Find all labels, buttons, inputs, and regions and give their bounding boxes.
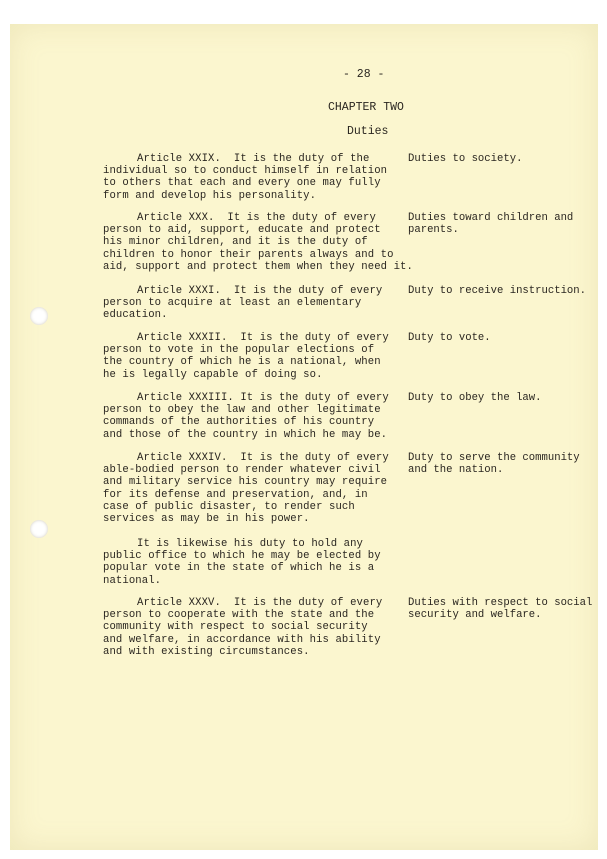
- margin-note: [408, 392, 588, 404]
- article-line: Article XXXI. It is the duty of every: [137, 285, 383, 297]
- article-line: community with respect to social security: [103, 621, 368, 634]
- article-block: [103, 538, 583, 587]
- article-line: public office to which he may be elected by: [103, 550, 381, 563]
- page-number: - 28 -: [343, 68, 385, 81]
- article-line: he is legally capable of doing so.: [103, 368, 323, 381]
- margin-note-line: Duties with respect to social: [408, 597, 593, 609]
- article-line: Article XXXII. It is the duty of every: [137, 332, 389, 344]
- article-line: and with existing circumstances.: [103, 645, 310, 658]
- article-block: [103, 332, 583, 381]
- article-line: commands of the authorities of his country: [103, 416, 375, 429]
- article-block: [103, 452, 583, 525]
- margin-note: [408, 452, 588, 476]
- punch-hole: [30, 520, 48, 538]
- section-heading: Duties: [347, 125, 389, 138]
- margin-note-line: Duties to society.: [408, 153, 523, 165]
- article-line: person to obey the law and other legitimate: [103, 404, 381, 417]
- article-line: form and develop his personality.: [103, 189, 317, 202]
- article-line: person to cooperate with the state and the: [103, 609, 375, 622]
- article-line: case of public disaster, to render such: [103, 500, 355, 513]
- article-line: person to vote in the popular elections of: [103, 344, 375, 357]
- article-line: person to acquire at least an elementary: [103, 297, 362, 310]
- margin-note-line: Duty to serve the community: [408, 452, 580, 464]
- chapter-heading: CHAPTER TWO: [328, 101, 404, 114]
- margin-note: [408, 153, 588, 165]
- article-block: [103, 597, 593, 658]
- article-line: education.: [103, 309, 168, 322]
- article-line: to others that each and every one may fully: [103, 177, 381, 190]
- article-text: [103, 538, 583, 587]
- margin-note: [408, 597, 593, 622]
- margin-note-line: Duty to vote.: [408, 332, 491, 344]
- margin-note: [408, 285, 588, 297]
- margin-note: [408, 332, 588, 344]
- margin-note-line: Duty to obey the law.: [408, 392, 542, 404]
- article-line: It is likewise his duty to hold any: [137, 538, 364, 550]
- article-line: popular vote in the state of which he is a: [103, 562, 375, 575]
- margin-note-line: Duty to receive instruction.: [408, 285, 587, 297]
- margin-note-line: Duties toward children and: [408, 212, 574, 224]
- margin-note-line: parents.: [408, 224, 459, 237]
- article-line: services as may be in his power.: [103, 513, 310, 526]
- article-block: [103, 285, 587, 322]
- article-line: individual so to conduct himself in relation: [103, 165, 388, 178]
- article-line: the country of which he is a national, when: [103, 356, 381, 369]
- article-line: children to honor their parents always and to: [103, 248, 394, 261]
- punch-hole: [30, 307, 48, 325]
- article-block: [103, 212, 583, 273]
- article-line: and welfare, in accordance with his ability: [103, 633, 381, 646]
- article-line: and those of the country in which he may be.: [103, 428, 388, 441]
- article-line: national.: [103, 574, 162, 587]
- article-line: Article XXXV. It is the duty of every: [137, 597, 383, 609]
- article-line: Article XXX. It is the duty of every: [137, 212, 376, 224]
- article-line: Article XXXIII. It is the duty of every: [137, 392, 389, 404]
- margin-note-line: security and welfare.: [408, 609, 542, 622]
- article-line: Article XXIX. It is the duty of the: [137, 153, 370, 165]
- article-line: Article XXXIV. It is the duty of every: [137, 452, 389, 464]
- article-line: person to aid, support, educate and protect: [103, 224, 381, 237]
- margin-note: [408, 212, 588, 236]
- article-line: for its defense and preservation, and, in: [103, 488, 368, 501]
- article-line: his minor children, and it is the duty of: [103, 236, 368, 249]
- article-block: [103, 153, 583, 202]
- article-line: able-bodied person to render whatever civil: [103, 464, 381, 477]
- article-block: [103, 392, 583, 441]
- margin-note-line: and the nation.: [408, 464, 504, 477]
- article-line: and military service his country may require: [103, 476, 388, 489]
- article-line: aid, support and protect them when they need it.: [103, 260, 413, 273]
